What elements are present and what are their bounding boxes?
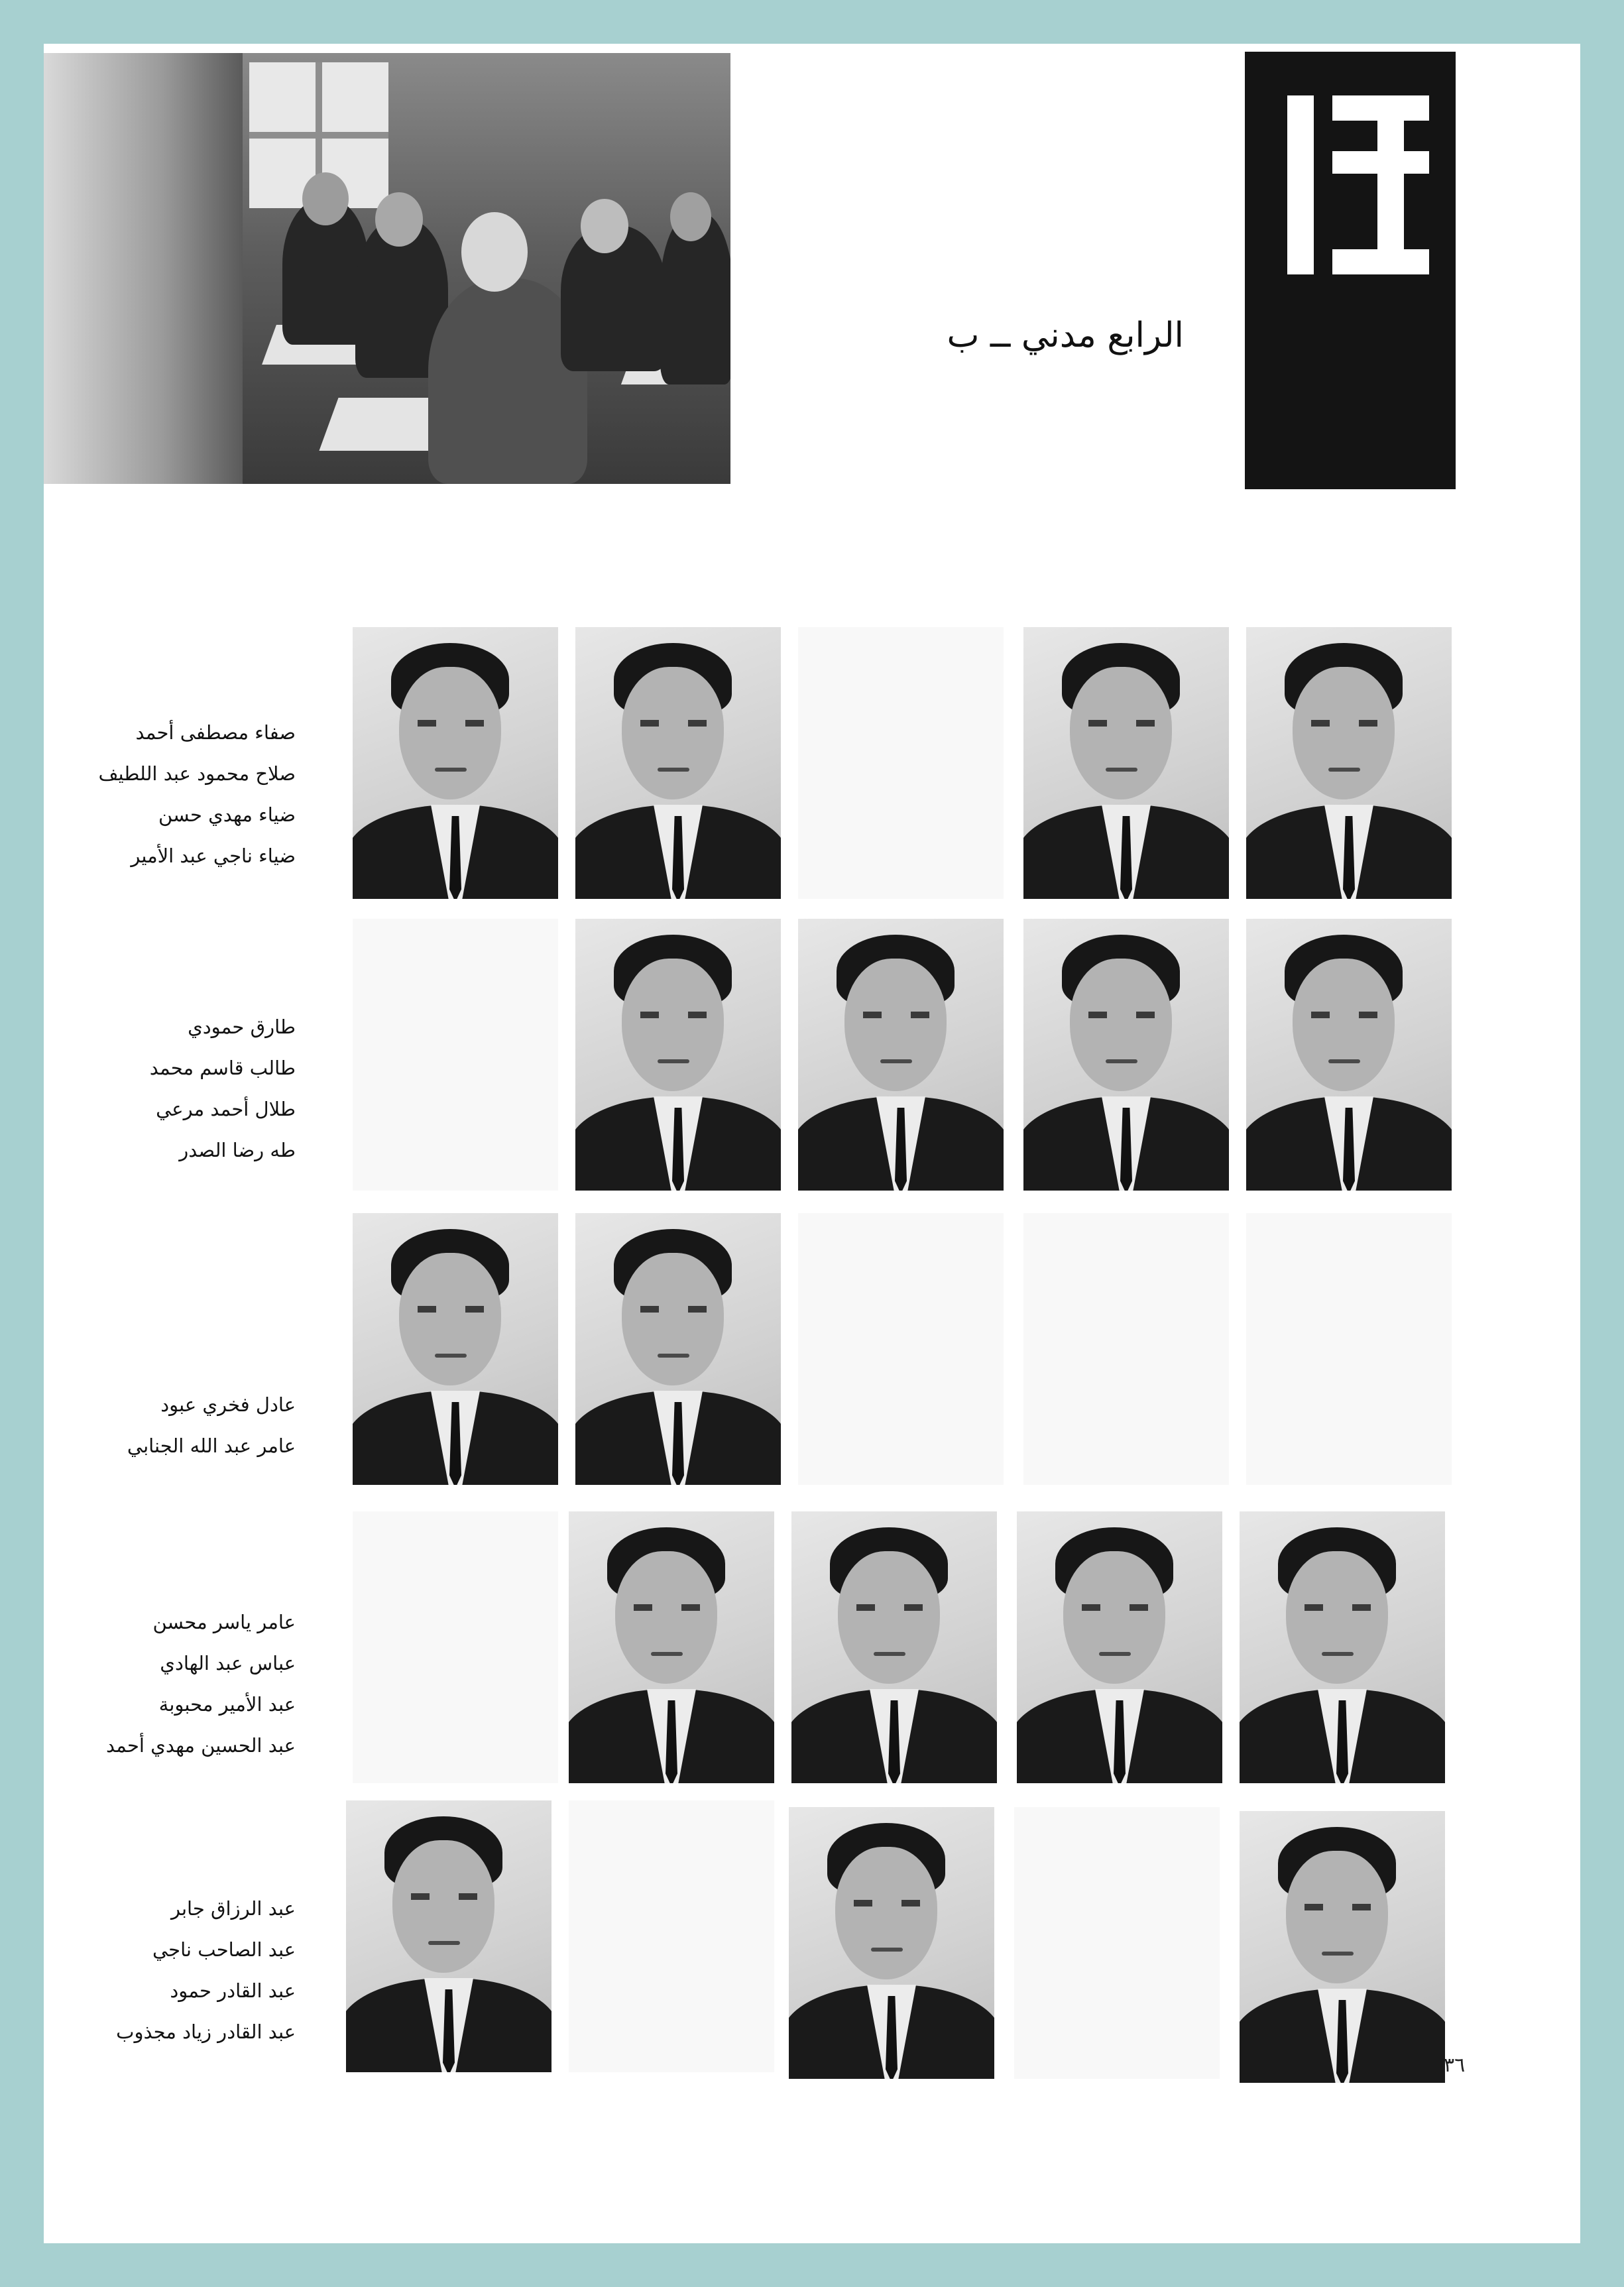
names-row-5	[44, 1888, 296, 2052]
student-portrait	[789, 1807, 994, 2079]
student-name: عبد الرزاق جابر	[170, 1897, 296, 1920]
student-portrait	[1246, 627, 1452, 899]
empty-portrait-slot	[1014, 1807, 1220, 2079]
names-row-1	[44, 712, 296, 876]
student-name: عبد الحسين مهدي أحمد	[105, 1734, 296, 1757]
names-row-4	[44, 1602, 296, 1766]
student-name: عامر ياسر محسن	[152, 1611, 296, 1633]
student-portrait	[353, 1213, 558, 1485]
student-name: ضياء مهدي حسن	[158, 803, 296, 826]
student-portrait	[1023, 919, 1229, 1191]
empty-portrait-slot	[798, 627, 1004, 899]
empty-portrait-slot	[569, 1800, 774, 2072]
student-name: صلاح محمود عبد اللطيف	[98, 762, 296, 785]
student-name: ضياء ناجي عبد الأمير	[131, 845, 296, 867]
section-emblem	[1245, 52, 1456, 489]
names-row-3	[44, 1384, 296, 1466]
student-name: طالب قاسم محمد	[149, 1057, 296, 1079]
student-portrait	[569, 1511, 774, 1783]
names-row-2	[44, 1006, 296, 1171]
student-name: عباس عبد الهادي	[160, 1652, 296, 1674]
student-portrait	[575, 1213, 781, 1485]
student-portrait	[346, 1800, 551, 2072]
student-portrait	[1246, 919, 1452, 1191]
student-portrait	[575, 627, 781, 899]
student-name: عامر عبد الله الجنابي	[127, 1435, 296, 1457]
student-portrait	[798, 919, 1004, 1191]
student-name: عبد الصاحب ناجي	[152, 1938, 296, 1961]
empty-portrait-slot	[1023, 1213, 1229, 1485]
student-portrait	[1240, 1511, 1445, 1783]
empty-portrait-slot	[1246, 1213, 1452, 1485]
student-name: عادل فخري عبود	[160, 1393, 296, 1416]
yearbook-page	[44, 44, 1580, 2243]
empty-portrait-slot	[353, 919, 558, 1191]
student-name: طه رضا الصدر	[179, 1139, 296, 1161]
empty-portrait-slot	[798, 1213, 1004, 1485]
student-name: عبد القادر زياد مجذوب	[116, 2021, 296, 2043]
student-portrait	[1017, 1511, 1222, 1783]
student-name: طلال أحمد مرعي	[156, 1098, 296, 1120]
student-name: طارق حمودي	[188, 1016, 296, 1038]
page-title: الرابع مدني ــ ب	[947, 316, 1184, 355]
classroom-photo	[44, 53, 730, 484]
student-name: عبد الأمير محبوبة	[158, 1693, 296, 1716]
page-number: ٣٦	[1444, 2054, 1466, 2077]
student-name: عبد القادر حمود	[170, 1979, 296, 2002]
student-portrait	[353, 627, 558, 899]
student-portrait	[575, 919, 781, 1191]
student-name: صفاء مصطفى أحمد	[135, 721, 296, 744]
student-portrait	[791, 1511, 997, 1783]
student-portrait	[1240, 1811, 1445, 2083]
empty-portrait-slot	[353, 1511, 558, 1783]
student-portrait	[1023, 627, 1229, 899]
